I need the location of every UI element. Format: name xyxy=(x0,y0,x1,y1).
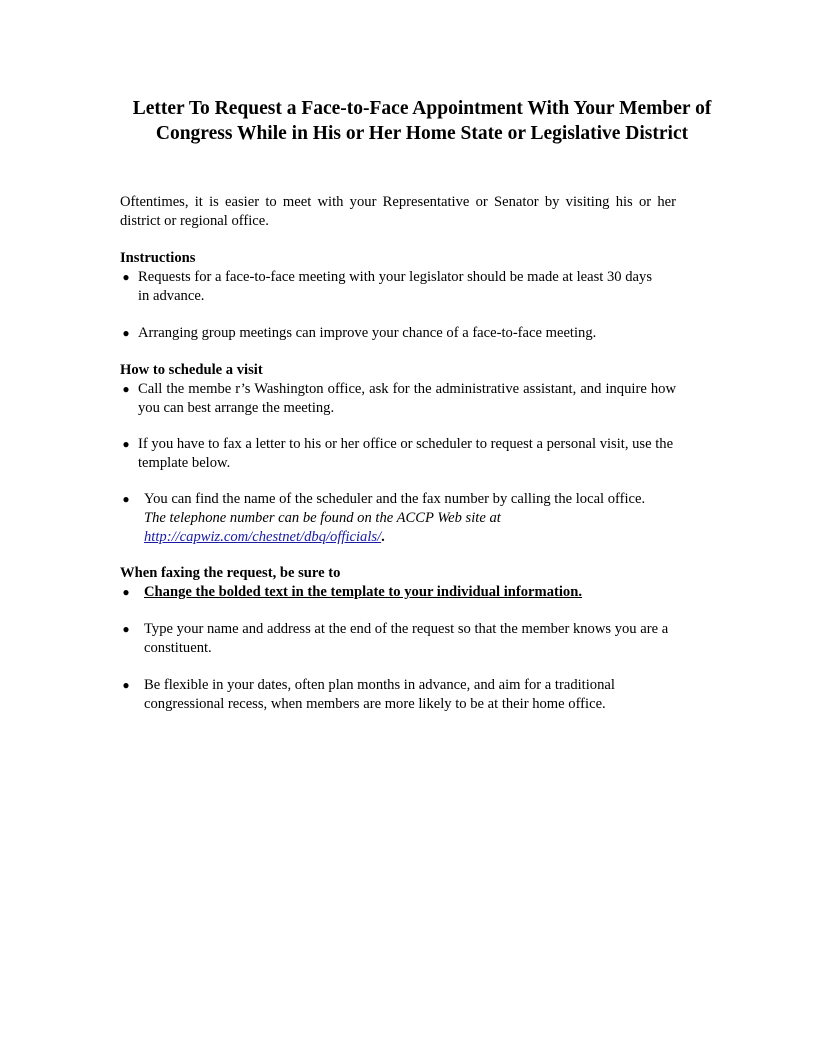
list-item: ● You can find the name of the scheduler and the fax number by calling the local office. The telephone number can be found on the ACCP Web site at http://capwiz.com/chestnet/dbq/officials/. xyxy=(122,491,646,545)
bullet-icon: ● xyxy=(122,678,130,692)
schedule-list xyxy=(120,380,676,547)
bullet-icon: ● xyxy=(122,585,130,599)
bullet-icon: ● xyxy=(122,270,130,284)
list-item: ● If you have to fax a letter to his or her office or scheduler to request a personal visit, use the template below. xyxy=(122,436,674,471)
list-item: ● Be flexible in your dates, often plan months in advance, and aim for a traditional congressional recess, when members are more likely to be at their home office. xyxy=(122,677,615,712)
schedule-heading: How to schedule a visit xyxy=(120,362,263,378)
bullet-icon: ● xyxy=(122,382,130,396)
list-item: ● Type your name and address at the end of the request so that the member knows you are a constituent. xyxy=(122,621,669,656)
bullet-icon: ● xyxy=(122,492,130,506)
faxing-heading: When faxing the request, be sure to xyxy=(120,565,341,581)
list-item: ● Requests for a face-to-face meeting with your legislator should be made at least 30 days in advance. xyxy=(122,269,652,304)
instructions-heading: Instructions xyxy=(120,250,196,266)
document-body xyxy=(120,193,676,714)
list-item: ● Call the membe r’s Washington office, ask for the administrative assistant, and inquire how you can best arrange the meeting. xyxy=(122,381,676,416)
intro-paragraph: Oftentimes, it is easier to meet with your Representative or Senator by visiting his or her district or regional office. xyxy=(120,194,676,229)
faxing-list xyxy=(120,583,676,714)
page-title xyxy=(100,96,744,146)
title-line-2: Congress While in His or Her Home State or Legislative District xyxy=(155,123,689,144)
bullet-icon: ● xyxy=(122,437,130,451)
bullet-icon: ● xyxy=(122,326,130,340)
list-item: ● Change the bolded text in the template to your individual information. xyxy=(122,584,582,600)
title-line-1: Letter To Request a Face-to-Face Appointment With Your Member of xyxy=(132,98,712,119)
officials-link[interactable]: http://capwiz.com/chestnet/dbq/officials/ xyxy=(144,529,382,545)
bullet-icon: ● xyxy=(122,622,130,636)
list-item: ● Arranging group meetings can improve your chance of a face-to-face meeting. xyxy=(122,325,597,341)
instructions-list xyxy=(120,268,676,343)
